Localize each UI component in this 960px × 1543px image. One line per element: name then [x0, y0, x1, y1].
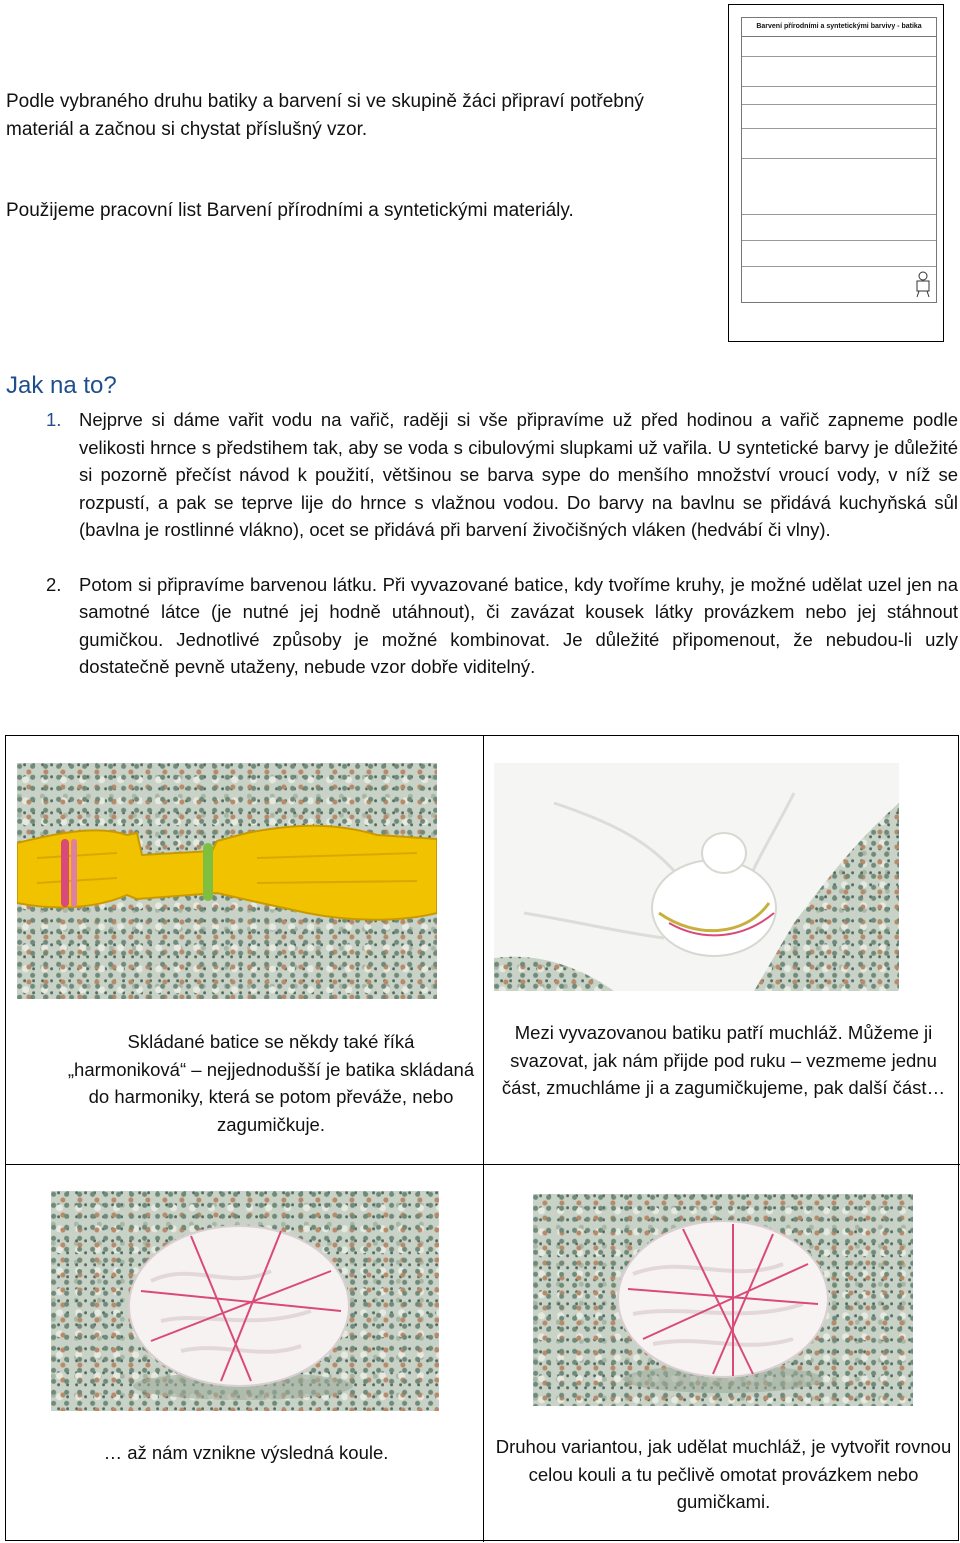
photo-fabric-ball — [51, 1191, 439, 1411]
steps-list — [6, 406, 958, 681]
worksheet-figure-icon — [912, 270, 934, 298]
step-number: 2. — [46, 573, 62, 595]
photo-wrapped-ball — [533, 1194, 913, 1406]
worksheet-title: Barvení přírodními a syntetickými barvivy - batika — [742, 18, 936, 37]
worksheet-thumbnail — [728, 4, 944, 342]
photo-grid — [5, 735, 959, 1541]
step-item — [6, 406, 958, 544]
caption-fabric-ball: … až nám vznikne výsledná koule. — [103, 1442, 389, 1463]
step-text: Nejprve si dáme vařit vodu na vařič, raději si vše připravíme už před hodinou a vařič zapneme podle velikosti hrnce s předstihem tak, aby se voda s cibulovými slupkami už vařila. U syntetické barvy je důležité si pozorně přečíst návod k použití, většinou se barva sype do menšího množství vroucí vody, v níž se rozpustí, a pak se teprve lije do hrnce s vlažnou vodou. Do barvy na bavlnu se přidává kuchyňská sůl (bavlna je rostlinné vlákno), ocet se přidává při barvení živočišných vláken (hedvábí či vlny). — [79, 409, 958, 540]
photo-folded-batik — [17, 763, 437, 999]
step-item — [6, 571, 958, 681]
caption-folded-batik: Skládané batice se někdy také říká „harmoniková“ – nejjednodušší je batika skládaná do harmoniky, která se potom převáže, nebo zagumičkuje. — [67, 1031, 475, 1135]
step-text: Potom si připravíme barvenou látku. Při vyvazované batice, kdy tvoříme kruhy, je možné udělat uzel jen na samotné látce (je nutné jej hodně utáhnout), či zavázat kousek látky provázkem nebo jej stáhnout gumičkou. Jednotlivé způsoby je možné kombinovat. Je důležité připomenout, že nebudou-li uzly dostatečně pevně utaženy, nebude vzor dobře viditelný. — [79, 573, 958, 677]
section-heading: Jak na to? — [6, 372, 117, 399]
photo-tied-fabric — [494, 763, 899, 991]
intro-paragraph-2: Použijeme pracovní list Barvení přírodními a syntetickými materiály. — [6, 200, 574, 221]
step-number: 1. — [46, 409, 62, 430]
caption-wrapped-ball: Druhou variantou, jak udělat muchláž, je vytvořit rovnou celou kouli a tu pečlivě omotat provázkem nebo gumičkami. — [495, 1436, 952, 1512]
intro-paragraph-1: Podle vybraného druhu batiky a barvení si ve skupině žáci připraví potřebný materiál a začnou si chystat příslušný vzor. — [6, 91, 644, 140]
worksheet-page — [741, 17, 937, 303]
caption-tied-fabric: Mezi vyvazovanou batiku patří muchláž. Můžeme ji svazovat, jak nám přijde pod ruku – vezmeme jednu část, zmuchláme ji a zagumičkujeme, pak další část… — [501, 1022, 946, 1098]
